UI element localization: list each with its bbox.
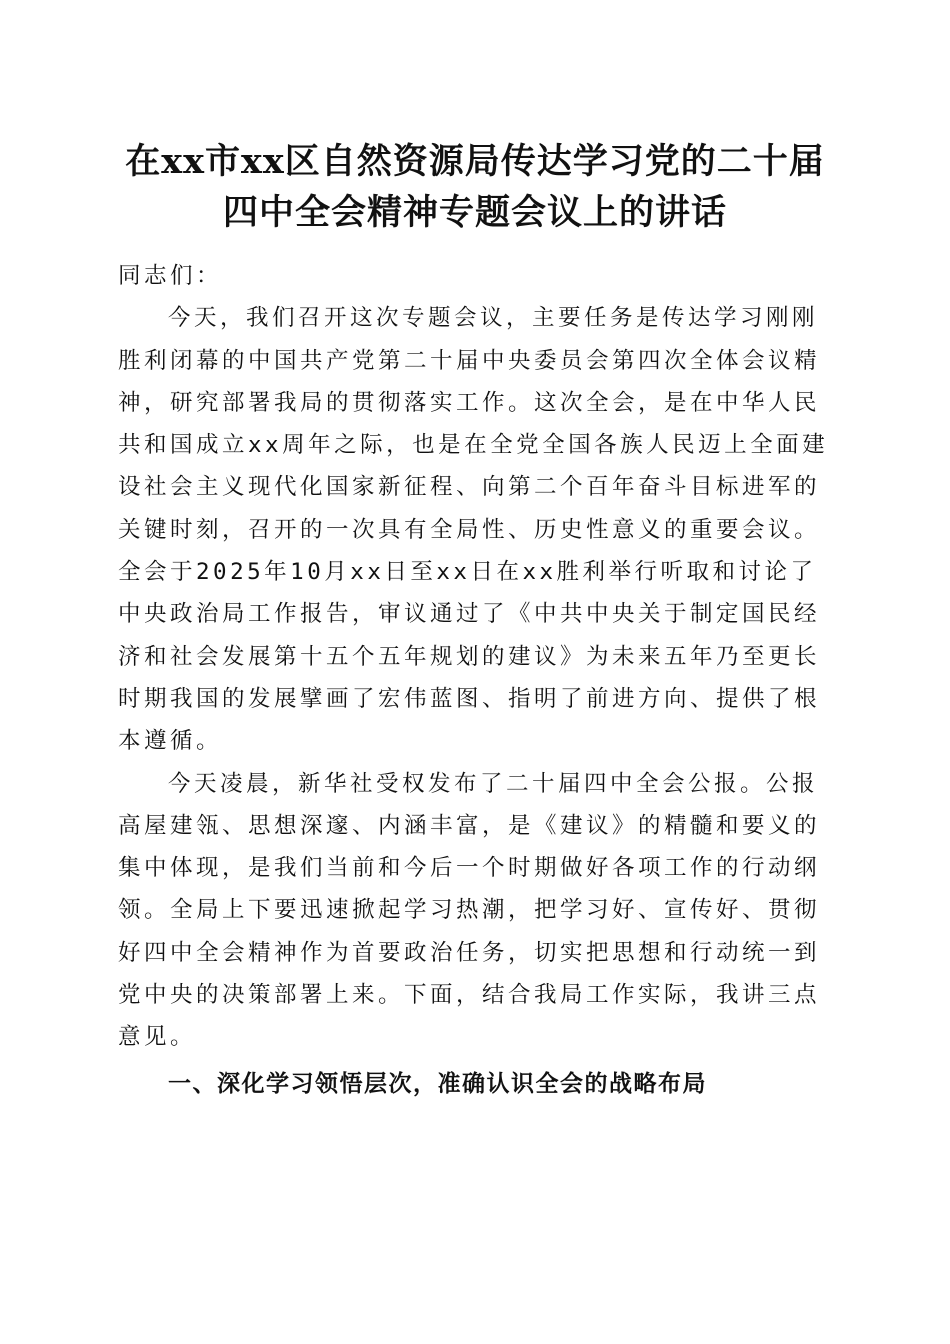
title-line-2: 四中全会精神专题会议上的讲话	[222, 192, 727, 233]
paragraph-line: 时期我国的发展擘画了宏伟蓝图、指明了前进方向、提供了根	[118, 685, 821, 712]
title-line-1: 在xx市xx区自然资源局传达学习党的二十届	[125, 141, 825, 182]
section-heading-1: 一、深化学习领悟层次，准确认识全会的战略布局	[168, 1070, 707, 1097]
document-body	[118, 255, 830, 1105]
paragraph-2	[118, 763, 830, 1059]
paragraph-line: 今天，我们召开这次专题会议，主要任务是传达学习刚刚	[168, 305, 819, 332]
paragraph-line: 全会于2025年10月xx日至xx日在xx胜利举行听取和讨论了	[118, 559, 817, 586]
paragraph-line: 今天凌晨，新华社受权发布了二十届四中全会公报。公报	[168, 770, 819, 797]
paragraph-line: 本遵循。	[118, 728, 223, 755]
paragraph-line: 集中体现，是我们当前和今后一个时期做好各项工作的行动纲	[118, 855, 821, 882]
paragraph-line: 共和国成立xx周年之际，也是在全党全国各族人民迈上全面建	[118, 432, 829, 459]
paragraph-1	[118, 297, 830, 762]
paragraph-line: 设社会主义现代化国家新征程、向第二个百年奋斗目标进军的	[118, 474, 821, 501]
paragraph-line: 神，研究部署我局的贯彻落实工作。这次全会，是在中华人民	[118, 389, 821, 416]
paragraph-line: 关键时刻，召开的一次具有全局性、历史性意义的重要会议。	[118, 516, 821, 543]
paragraph-line: 济和社会发展第十五个五年规划的建议》为未来五年乃至更长	[118, 643, 821, 670]
paragraph-line: 胜利闭幕的中国共产党第二十届中央委员会第四次全体会议精	[118, 347, 821, 374]
paragraph-line: 好四中全会精神作为首要政治任务，切实把思想和行动统一到	[118, 939, 821, 966]
paragraph-line: 高屋建瓴、思想深邃、内涵丰富，是《建议》的精髓和要义的	[118, 812, 821, 839]
document-title	[100, 136, 850, 238]
salutation: 同志们：	[118, 263, 223, 289]
paragraph-line: 中央政治局工作报告，审议通过了《中共中央关于制定国民经	[118, 601, 821, 628]
paragraph-line: 意见。	[118, 1024, 197, 1051]
paragraph-line: 领。全局上下要迅速掀起学习热潮，把学习好、宣传好、贯彻	[118, 897, 821, 924]
paragraph-line: 党中央的决策部署上来。下面，结合我局工作实际，我讲三点	[118, 982, 821, 1009]
